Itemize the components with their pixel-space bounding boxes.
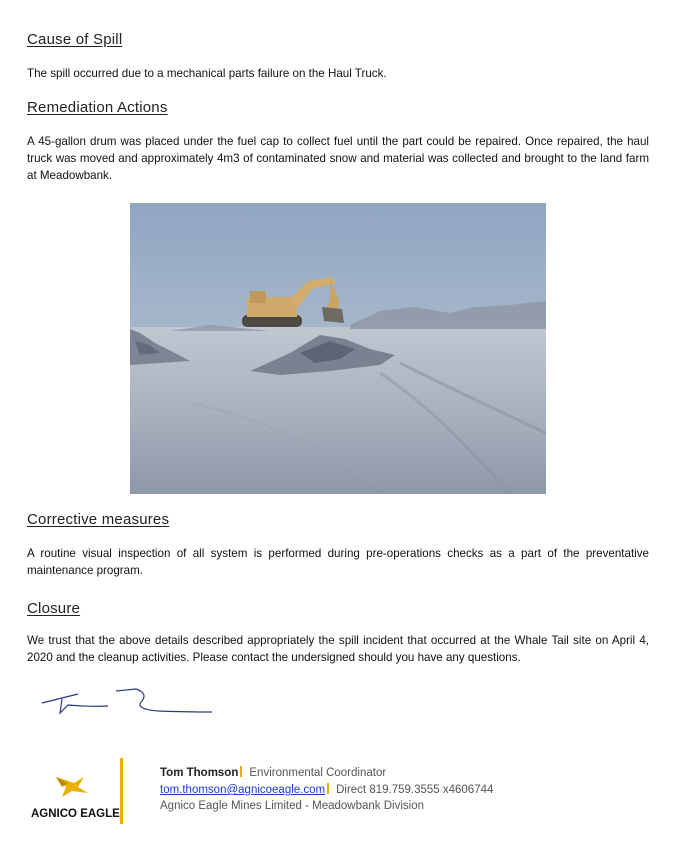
signature-phone: Direct 819.759.3555 x4606744 [336,784,494,796]
separator-bar [240,766,242,777]
signature-title: Environmental Coordinator [249,767,387,779]
handwritten-signature [38,683,216,723]
section-heading-corrective: Corrective measures [27,511,170,528]
footer-divider [120,758,123,824]
section-heading-cause: Cause of Spill [27,31,123,48]
agnico-eagle-logo [26,763,126,823]
signature-name: Tom Thomson [160,767,239,779]
email-signature-footer [0,755,679,830]
section-text-corrective: A routine visual inspection of all system is performed during pre-operations checks as a part of the preventative maintenance program. [27,547,649,577]
section-heading-remediation: Remediation Actions [27,99,168,116]
email-link[interactable]: tom.thomson@agnicoeagle.com [160,784,326,796]
logo-text: AGNICO EAGLE [31,808,120,820]
section-heading-closure: Closure [27,600,81,617]
signature-name-line [160,766,386,779]
separator-bar [327,783,329,794]
signature-company: Agnico Eagle Mines Limited - Meadowbank Division [160,800,424,812]
section-text-closure: We trust that the above details described appropriately the spill incident that occurred at the Whale Tail site on April 4, 2020 and the cleanup activities. Please contact the undersigned should you have any questions. [27,634,649,664]
section-text-cause: The spill occurred due to a mechanical parts failure on the Haul Truck. [27,67,387,80]
section-text-remediation: A 45-gallon drum was placed under the fuel cap to collect fuel until the part could be repaired. Once repaired, the haul truck was moved and approximately 4m3 of contaminated snow and material was collected and brought to the land farm at Meadowbank. [27,135,649,182]
signature-contact-line [160,783,493,796]
site-photo [130,203,546,494]
